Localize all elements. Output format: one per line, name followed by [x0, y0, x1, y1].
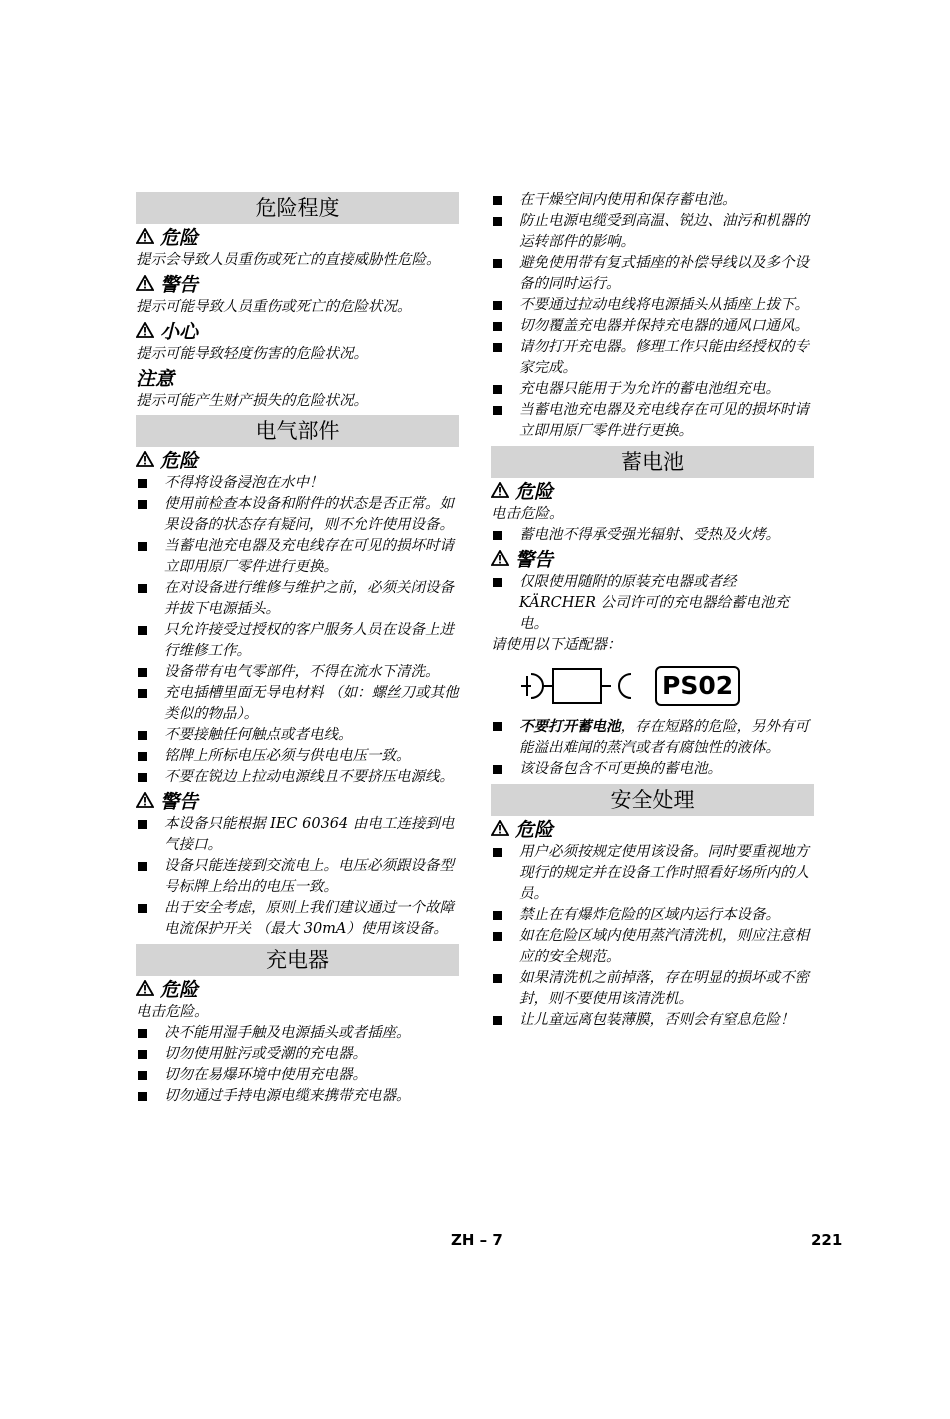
list-item: 使用前检查本设备和附件的状态是否正常。如果设备的状态存有疑问，则不允许使用设备。	[136, 494, 459, 536]
bold-warning-text: 不要打开蓄电池	[519, 718, 621, 735]
adapter-instruction: 请使用以下适配器：	[491, 637, 622, 653]
warning-description: 提示可能导致人员重伤或死亡的危险状况。	[136, 299, 412, 315]
list-item: 不要通过拉动电线将电源插头从插座上拔下。	[491, 295, 814, 316]
battery-danger-list	[491, 525, 814, 546]
section-header-danger-levels: 危险程度	[136, 192, 459, 224]
list-item: 当蓄电池充电器及充电线存在可见的损坏时请立即用原厂零件进行更换。	[136, 536, 459, 578]
right-column	[491, 190, 814, 1031]
warning-triangle-icon	[136, 320, 154, 344]
list-item: 本设备只能根据 IEC 60364 由电工连接到电气接口。	[136, 814, 459, 856]
danger-heading: 危险	[491, 818, 814, 842]
warning-triangle-icon	[136, 273, 154, 297]
list-item: 防止电源电缆受到高温、锐边、油污和机器的运转部件的影响。	[491, 211, 814, 253]
list-item: 蓄电池不得承受强光辐射、受热及火烤。	[491, 525, 814, 546]
list-item: 不要在锐边上拉动电源线且不要挤压电源线。	[136, 767, 459, 788]
electrical-warning-list	[136, 814, 459, 940]
list-item: 设备只能连接到交流电上。电压必须跟设备型号标牌上给出的电压一致。	[136, 856, 459, 898]
section-header-safety: 安全处理	[491, 784, 814, 816]
list-item: 仅限使用随附的原装充电器或者经 KÄRCHER 公司许可的充电器给蓄电池充电。	[491, 572, 814, 635]
safety-list	[491, 842, 814, 1031]
warning-triangle-icon	[136, 978, 154, 1002]
list-item: 决不能用湿手触及电源插头或者插座。	[136, 1023, 459, 1044]
warning-heading: 警告	[136, 790, 459, 814]
warning-triangle-icon	[491, 548, 509, 572]
list-item: 如在危险区域内使用蒸汽清洗机，则应注意相应的安全规范。	[491, 926, 814, 968]
left-column	[136, 192, 459, 1107]
list-item: 充电插槽里面无导电材料 （如：螺丝刀或其他类似的物品）。	[136, 683, 459, 725]
list-item: 充电器只能用于为允许的蓄电池组充电。	[491, 379, 814, 400]
list-item: 该设备包含不可更换的蓄电池。	[491, 759, 814, 780]
note-description: 提示可能产生财产损失的危险状况。	[136, 393, 368, 409]
list-item: 请勿打开充电器。修理工作只能由经授权的专家完成。	[491, 337, 814, 379]
list-item: 不要打开蓄电池，存在短路的危险，另外有可能溢出难闻的蒸汽或者有腐蚀性的液体。	[491, 716, 814, 759]
caution-heading: 小心	[136, 320, 459, 344]
list-item: 只允许接受过授权的客户服务人员在设备上进行维修工作。	[136, 620, 459, 662]
list-item: 在干燥空间内使用和保存蓄电池。	[491, 190, 814, 211]
charger-continued-list	[491, 190, 814, 442]
battery-warning-list	[491, 572, 814, 635]
warning-heading: 警告	[491, 548, 814, 572]
list-item: 禁止在有爆炸危险的区域内运行本设备。	[491, 905, 814, 926]
charger-danger-text: 电击危险。	[136, 1004, 209, 1020]
adapter-figure	[519, 660, 814, 712]
list-item: 用户必须按规定使用该设备。同时要重视地方现行的规定并在设备工作时照看好场所内的人员。	[491, 842, 814, 905]
footer-section-code: ZH – 7	[451, 1231, 503, 1249]
battery-more-list	[491, 716, 814, 780]
list-item: 切勿通过手持电源电缆来携带充电器。	[136, 1086, 459, 1107]
note-heading: 注意	[136, 368, 175, 390]
list-item: 切勿覆盖充电器并保持充电器的通风口通风。	[491, 316, 814, 337]
warning-triangle-icon	[136, 449, 154, 473]
section-header-electrical: 电气部件	[136, 415, 459, 447]
adapter-label: PS02	[655, 666, 740, 706]
warning-triangle-icon	[491, 480, 509, 504]
section-header-charger: 充电器	[136, 944, 459, 976]
danger-description: 提示会导致人员重伤或死亡的直接威胁性危险。	[136, 252, 441, 268]
footer-page-number: 221	[811, 1231, 843, 1249]
list-item: 不得将设备浸泡在水中！	[136, 473, 459, 494]
danger-heading: 危险	[136, 449, 459, 473]
warning-triangle-icon	[491, 818, 509, 842]
warning-triangle-icon	[136, 226, 154, 250]
list-item: 设备带有电气零部件，不得在流水下清洗。	[136, 662, 459, 683]
caution-description: 提示可能导致轻度伤害的危险状况。	[136, 346, 368, 362]
charger-list	[136, 1023, 459, 1107]
danger-heading: 危险	[491, 480, 814, 504]
list-item: 如果清洗机之前掉落，存在明显的损坏或不密封，则不要使用该清洗机。	[491, 968, 814, 1010]
warning-triangle-icon	[136, 790, 154, 814]
list-item: 切勿使用脏污或受潮的充电器。	[136, 1044, 459, 1065]
battery-danger-text: 电击危险。	[491, 506, 564, 522]
warning-heading: 警告	[136, 273, 459, 297]
danger-heading: 危险	[136, 226, 459, 250]
section-header-battery: 蓄电池	[491, 446, 814, 478]
list-item: 当蓄电池充电器及充电线存在可见的损坏时请立即用原厂零件进行更换。	[491, 400, 814, 442]
electrical-danger-list	[136, 473, 459, 788]
danger-heading: 危险	[136, 978, 459, 1002]
list-item: 切勿在易爆环境中使用充电器。	[136, 1065, 459, 1086]
list-item: 在对设备进行维修与维护之前，必须关闭设备并拔下电源插头。	[136, 578, 459, 620]
adapter-plug-icon	[519, 666, 641, 706]
list-item: 让儿童远离包装薄膜，否则会有窒息危险！	[491, 1010, 814, 1031]
list-item: 出于安全考虑，原则上我们建议通过一个故障电流保护开关 （最大 30mA）使用该设备。	[136, 898, 459, 940]
list-item: 避免使用带有复式插座的补偿导线以及多个设备的同时运行。	[491, 253, 814, 295]
list-item: 铭牌上所标电压必须与供电电压一致。	[136, 746, 459, 767]
list-item: 不要接触任何触点或者电线。	[136, 725, 459, 746]
